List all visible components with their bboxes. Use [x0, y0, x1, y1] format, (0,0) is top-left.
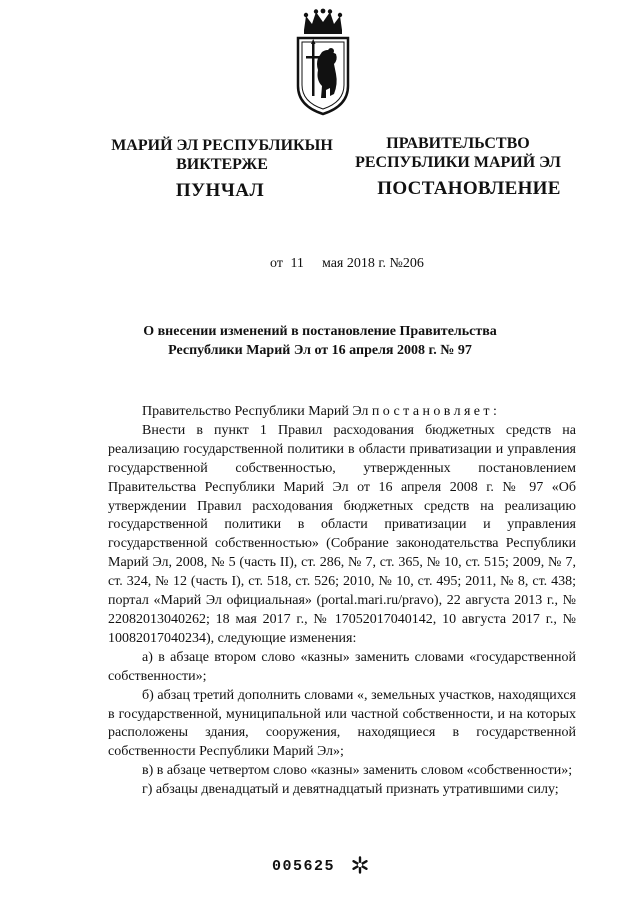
header-org-right — [352, 134, 564, 172]
lead-text: Правительство Республики Марий Эл — [142, 404, 369, 419]
subject-line1: О внесении изменений в постановление Правительства — [143, 324, 497, 339]
serial-number: 005625 — [272, 858, 336, 875]
date-month-year: мая 2018 г. — [321, 256, 387, 271]
body-item-a: а) в абзаце втором слово «казны» заменить словами «государственной собственности»; — [108, 649, 576, 684]
body-paragraph-main: Внести в пункт 1 Правил расходования бюджетных средств на реализацию государственной политики в области приватизации и управления государственной собственностью, утвержденных постановлением Правительства Республики Марий Эл от 16 апреля 2008 г. № 97 «Об утверждении Правил расходования бюджетных средств на реализацию государственной политики в области приватизации и управления государственной собственностью» (Собрание законодательства Республики Марий Эл, 2008, № 5 (часть II), ст. 286, № 7, ст. 365, № 10, ст. 515; 2009, № 7, ст. 324, № 12 (часть I), ст. 518, ст. 526; 2010, № 10, ст. 495; 2011, № 8, ст. 438; портал «Марий Эл официальная» (portal.mari.ru/pravo), 22 августа 2013 г., № 22082013040262; 18 мая 2017 г., № 17052017040142, 10 августа 2017 г., № 10082017040234), следующие изменения: — [108, 422, 576, 646]
coat-of-arms-emblem — [294, 8, 352, 116]
document-body — [108, 403, 576, 800]
lead-spaced-verb: постановляет: — [371, 404, 501, 419]
document-number: №206 — [389, 256, 424, 271]
asterisk-mark-icon — [351, 856, 369, 874]
date-prefix: от — [270, 256, 283, 271]
body-lead — [108, 403, 576, 422]
header-org-right-line2: РЕСПУБЛИКИ МАРИЙ ЭЛ — [355, 154, 561, 171]
header-org-right-line1: ПРАВИТЕЛЬСТВО — [386, 135, 530, 152]
doc-type-left: ПУНЧАЛ — [175, 180, 265, 201]
subject-line2: Республики Марий Эл от 16 апреля 2008 г. № 97 — [168, 343, 472, 358]
doc-type-right: ПОСТАНОВЛЕНИЕ — [377, 178, 561, 199]
body-item-g: г) абзацы двенадцатый и девятнадцатый признать утратившими силу; — [142, 782, 559, 798]
document-date-line — [270, 256, 424, 272]
header-org-left — [92, 136, 352, 174]
header-org-left-line1: МАРИЙ ЭЛ РЕСПУБЛИКЫН — [111, 137, 333, 154]
document-subject — [100, 322, 540, 360]
body-item-b: б) абзац третий дополнить словами «, земельных участков, находящихся в государственной, муниципальной или частной собственности, и на которых расположены здания, сооружения, находящиеся в государственной собственности Республики Марий Эл»; — [108, 687, 576, 760]
body-item-v: в) в абзаце четвертом слово «казны» заменить словом «собственности»; — [142, 763, 573, 779]
header-org-left-line2: ВИКТЕРЖЕ — [176, 156, 268, 173]
date-day: 11 — [290, 256, 304, 271]
